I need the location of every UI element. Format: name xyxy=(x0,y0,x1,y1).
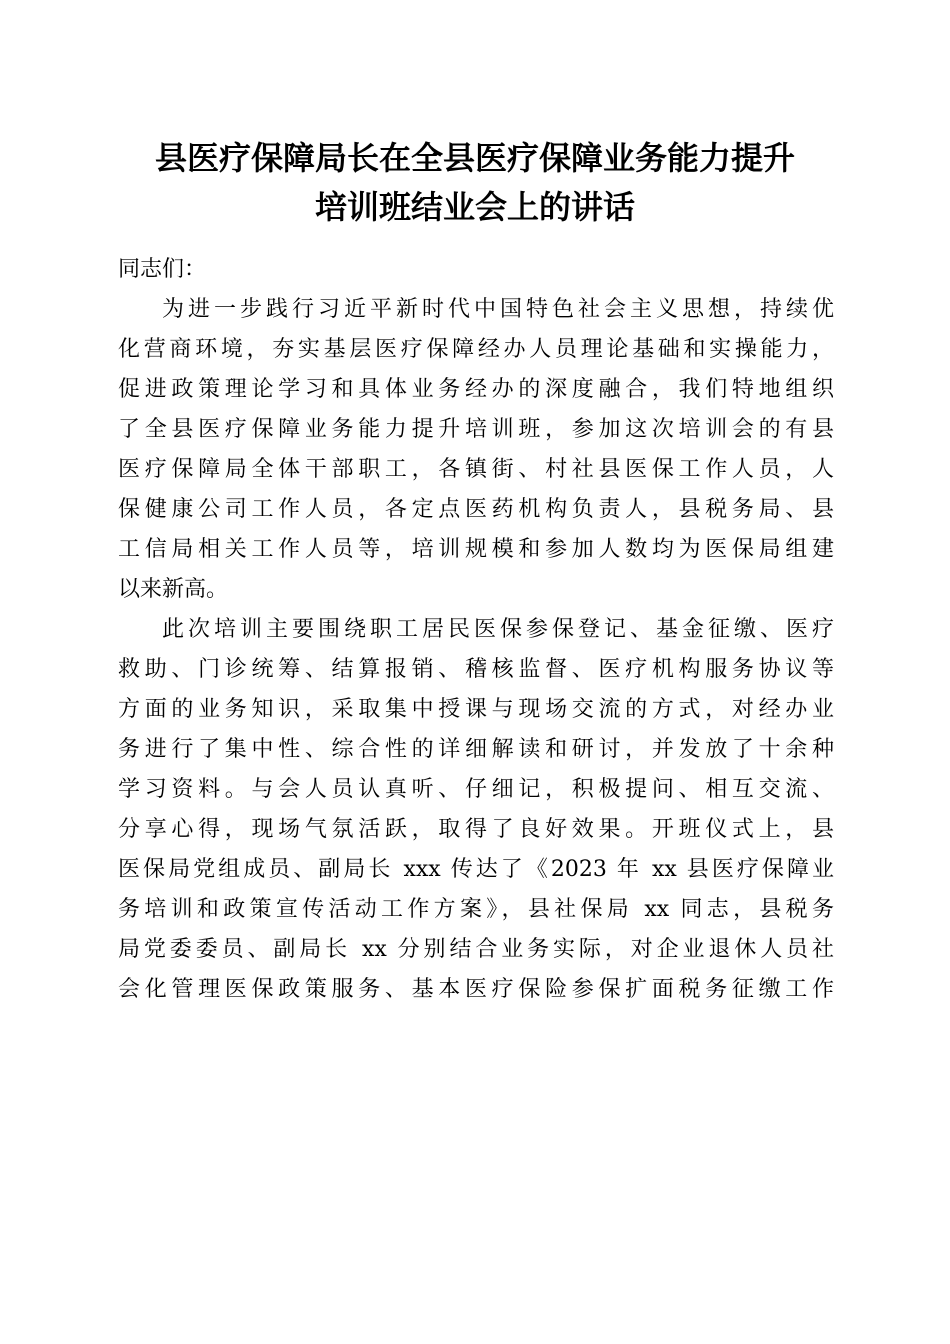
salutation: 同志们： xyxy=(118,257,207,282)
paragraph xyxy=(118,290,834,610)
document-title-line-1: 县医疗保障局长在全县医疗保障业务能力提升 xyxy=(154,139,795,177)
paragraph-line: 促进政策理论学习和具体业务经办的深度融合，我们特地组织 xyxy=(118,377,834,402)
paragraph-line: 为进一步践行习近平新时代中国特色社会主义思想，持续优 xyxy=(162,297,834,322)
paragraph-line: 工信局相关工作人员等，培训规模和参加人数均为医保局组建 xyxy=(118,537,834,562)
paragraph-line: 方面的业务知识，采取集中授课与现场交流的方式，对经办业 xyxy=(118,697,834,722)
paragraph-line: 保健康公司工作人员，各定点医药机构负责人，县税务局、县 xyxy=(118,497,834,522)
paragraph-line: 医保局党组成员、副局长 xxx 传达了《2023 年 xx 县医疗保障业 xyxy=(118,857,834,882)
paragraph-line: 学习资料。与会人员认真听、仔细记，积极提问、相互交流、 xyxy=(118,777,834,802)
paragraph-line: 此次培训主要围绕职工居民医保参保登记、基金征缴、医疗 xyxy=(162,617,834,642)
paragraphs xyxy=(118,290,834,1010)
paragraph-line: 会化管理医保政策服务、基本医疗保险参保扩面税务征缴工作 xyxy=(118,977,834,1002)
paragraph-line: 务进行了集中性、综合性的详细解读和研讨，并发放了十余种 xyxy=(118,737,834,762)
document-body xyxy=(118,250,834,1010)
paragraph-line: 化营商环境，夯实基层医疗保障经办人员理论基础和实操能力， xyxy=(118,337,834,362)
paragraph-line: 了全县医疗保障业务能力提升培训班，参加这次培训会的有县 xyxy=(118,417,834,442)
document-title-line-2: 培训班结业会上的讲话 xyxy=(314,188,635,226)
paragraph xyxy=(118,610,834,1010)
paragraph-line: 救助、门诊统筹、结算报销、稽核监督、医疗机构服务协议等 xyxy=(118,657,834,682)
paragraph-line: 分享心得，现场气氛活跃，取得了良好效果。开班仪式上，县 xyxy=(118,817,834,842)
paragraph-line: 局党委委员、副局长 xx 分别结合业务实际，对企业退休人员社 xyxy=(118,937,834,962)
paragraph-line: 以来新高。 xyxy=(118,577,229,602)
paragraph-line: 务培训和政策宣传活动工作方案》，县社保局 xx 同志，县税务 xyxy=(118,897,834,922)
paragraph-line: 医疗保障局全体干部职工，各镇街、村社县医保工作人员，人 xyxy=(118,457,834,482)
